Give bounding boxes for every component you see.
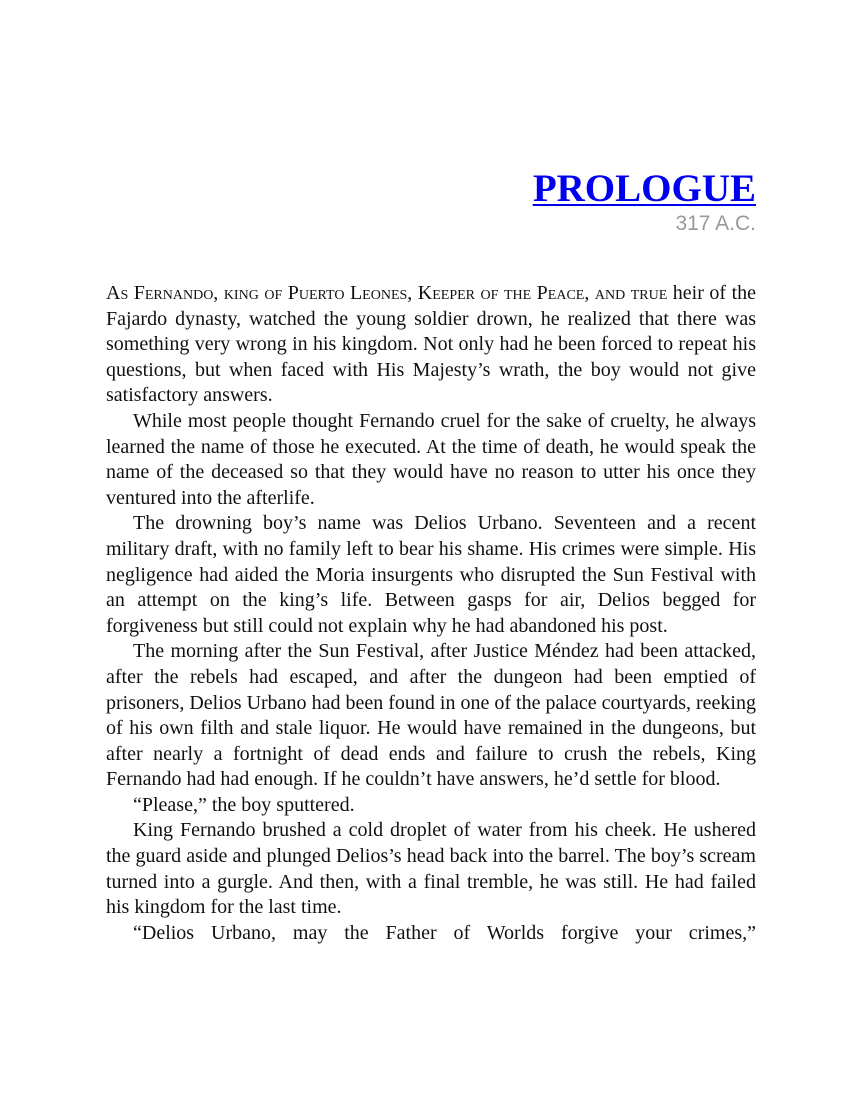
paragraph-4: The morning after the Sun Festival, after Justice Méndez had been attacked, after the rebels had escaped, and after the dungeon had been emptied of prisoners, Delios Urbano had been found in one of the palace courtyards, reeking of his own filth and stale liquor. He would have remained in the dungeons, but after nearly a fortnight of dead ends and failure to crush the rebels, King Fernando had had enough. If he couldn’t have answers, he’d settle for blood. xyxy=(106,640,756,791)
paragraph-3: The drowning boy’s name was Delios Urbano. Seventeen and a recent military draft, with no family left to bear his shame. His crimes were simple. His negligence had aided the Moria insurgents who disrupted the Sun Festival with an attempt on the king’s life. Between gasps for air, Delios begged for forgiveness but still could not explain why he had abandoned his post. xyxy=(106,512,756,637)
chapter-title-link[interactable]: PROLOGUE xyxy=(532,167,756,210)
chapter-date: 317 A.C. xyxy=(675,212,756,235)
paragraph-5: “Please,” the boy sputtered. xyxy=(133,793,355,816)
paragraph-2: While most people thought Fernando cruel for the sake of cruelty, he always learned the name of those he executed. At the time of death, he would speak the name of the deceased so that they would have no reason to utter his once they ventured into the afterlife. xyxy=(106,409,756,509)
paragraph-6: King Fernando brushed a cold droplet of water from his cheek. He ushered the guard aside and plunged Delios’s head back into the barrel. The boy’s scream turned into a gurgle. And then, with a final tremble, he was still. He had failed his kingdom for the last time. xyxy=(106,819,756,919)
page xyxy=(106,166,756,946)
paragraph-1-lead-in: As Fernando, king of Puerto Leones, Keeper of the Peace, and true xyxy=(106,282,668,304)
paragraph-7: “Delios Urbano, may the Father of Worlds forgive your crimes,” xyxy=(133,921,756,944)
paragraph-1 xyxy=(106,281,756,409)
body-text xyxy=(106,281,756,946)
paragraph-1-text: heir of the Fajardo dynasty, watched the young soldier drown, he realized that there was something very wrong in his kingdom. Not only had he been forced to repeat his questions, but when faced with His Majesty’s wrath, the boy would not give satisfactory answers. xyxy=(106,282,756,407)
chapter-title[interactable] xyxy=(106,166,756,212)
